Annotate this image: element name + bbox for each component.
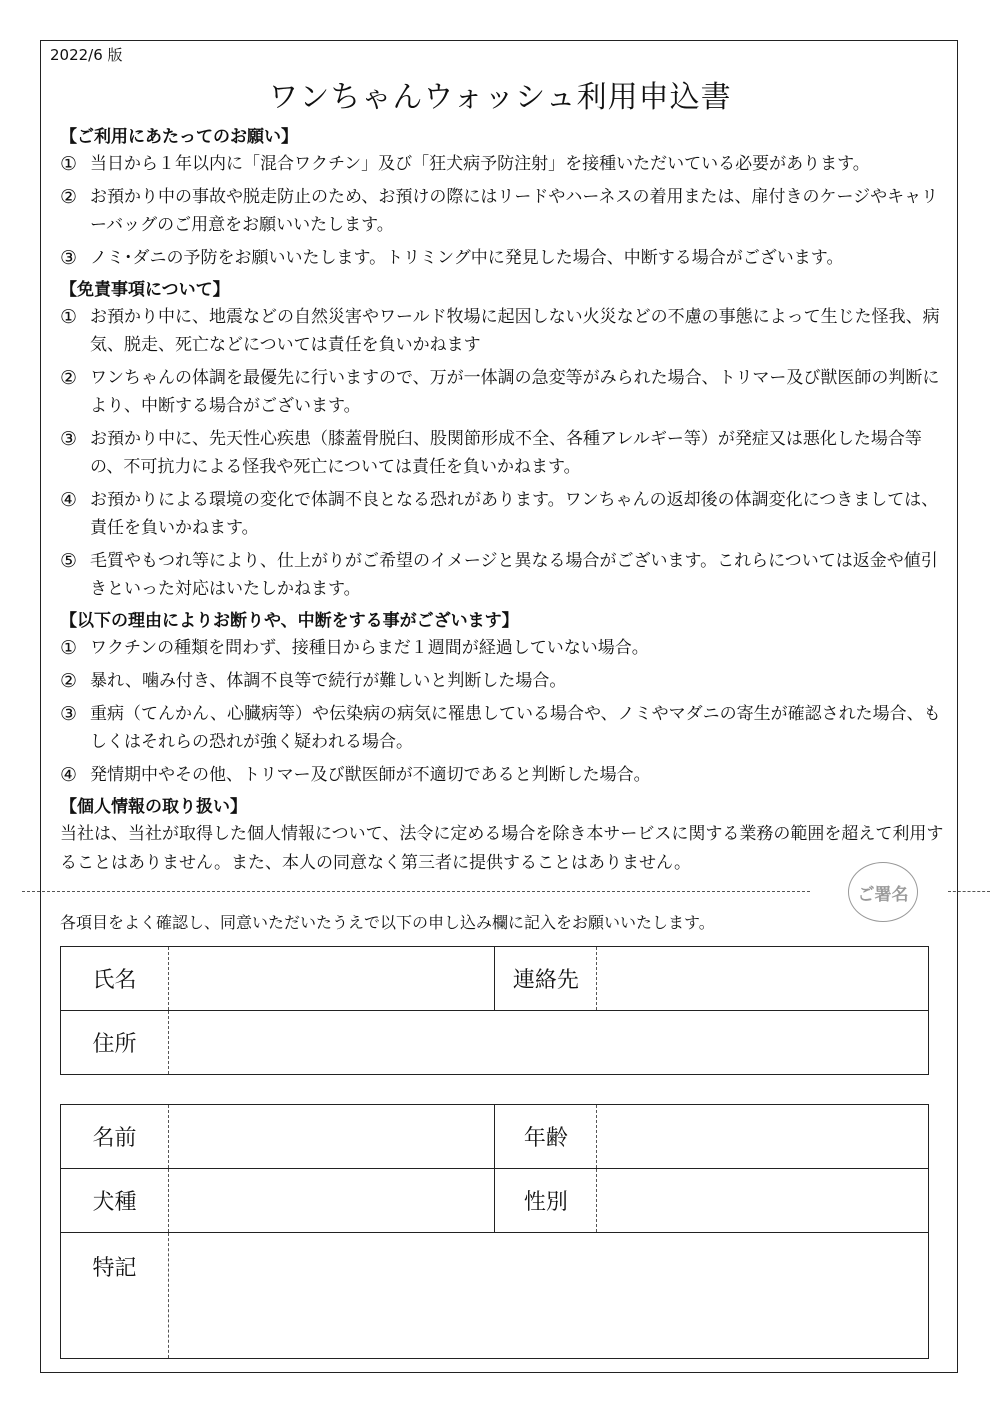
item-number: ③ (60, 428, 78, 450)
breed-field[interactable] (168, 1169, 495, 1233)
pet-form (60, 1104, 929, 1359)
address-field[interactable] (168, 1011, 928, 1075)
item-number: ② (60, 670, 78, 692)
section-heading: 【以下の理由によりお断りや、中断をする事がございます】 (60, 611, 519, 631)
notes-field[interactable] (168, 1233, 928, 1359)
contact-field[interactable] (597, 947, 929, 1011)
item-number: ③ (60, 703, 78, 725)
list-item (60, 547, 950, 603)
age-field[interactable] (597, 1105, 929, 1169)
owner-name-field[interactable] (168, 947, 495, 1011)
list-item (60, 364, 950, 420)
list-item (60, 667, 950, 695)
item-text: お預かりによる環境の変化で体調不良となる恐れがあります。ワンちゃんの返却後の体調変化につきましては、責任を負いかねます。 (90, 490, 939, 538)
item-text: 暴れ、噛み付き、体調不良等で続行が難しいと判断した場合。 (90, 671, 567, 691)
item-number: ④ (60, 764, 78, 786)
item-text: 毛質やもつれ等により、仕上がりがご希望のイメージと異なる場合がございます。これらについては返金や値引きといった対応はいたしかねます。 (90, 551, 938, 599)
list-item (60, 634, 950, 662)
form-instruction: 各項目をよく確認し、同意いただいたうえで以下の申し込み欄に記入をお願いいたします。 (60, 913, 715, 932)
contact-label: 連絡先 (495, 947, 597, 1011)
item-text: ワクチンの種類を問わず、接種日からまだ１週間が経過していない場合。 (90, 638, 649, 658)
signature-stamp: ご署名 (848, 862, 918, 922)
item-number: ⑤ (60, 550, 78, 572)
item-number: ② (60, 367, 78, 389)
breed-label: 犬種 (61, 1169, 169, 1233)
cut-line (22, 891, 810, 892)
item-number: ① (60, 637, 78, 659)
owner-name-label: 氏名 (61, 947, 169, 1011)
item-number: ② (60, 186, 78, 208)
item-text: 発情期中やその他、トリマー及び獣医師が不適切であると判断した場合。 (90, 765, 651, 785)
item-text: 重病（てんかん、心臓病等）や伝染病の病気に罹患している場合や、ノミやマダニの寄生が確認された場合、もしくはそれらの恐れが強く疑われる場合。 (90, 704, 941, 752)
list-item (60, 486, 950, 542)
list-item (60, 150, 950, 178)
section-heading: 【ご利用にあたってのお願い】 (60, 127, 298, 147)
item-text: お預かり中に、地震などの自然災害やワールド牧場に起因しない火災などの不慮の事態によって生じた怪我、病気、脱走、死亡などについては責任を負いかねます (90, 307, 940, 355)
section-disclaimer (60, 277, 950, 603)
section-heading: 【個人情報の取り扱い】 (60, 797, 247, 817)
list-item (60, 183, 950, 239)
pet-name-field[interactable] (168, 1105, 495, 1169)
version-label: 2022/6 版 (50, 46, 123, 64)
item-number: ④ (60, 489, 78, 511)
item-number: ① (60, 153, 78, 175)
item-text: ノミ･ダニの予防をお願いいたします。トリミング中に発見した場合、中断する場合がございます。 (90, 248, 844, 268)
list-item (60, 700, 950, 756)
pet-name-label: 名前 (61, 1105, 169, 1169)
owner-form (60, 946, 929, 1075)
notes-label: 特記 (61, 1233, 169, 1359)
section-heading: 【免責事項について】 (60, 280, 230, 300)
list-item (60, 761, 950, 789)
section-requests (60, 124, 950, 272)
list-item (60, 303, 950, 359)
sex-field[interactable] (597, 1169, 929, 1233)
item-number: ③ (60, 247, 78, 269)
item-text: お預かり中の事故や脱走防止のため、お預けの際にはリードやハーネスの着用または、扉付きのケージやキャリーバッグのご用意をお願いいたします。 (90, 187, 939, 235)
address-label: 住所 (61, 1011, 169, 1075)
privacy-text: 当社は、当社が取得した個人情報について、法令に定める場合を除き本サービスに関する業務の範囲を超えて利用することはありません。また、本人の同意なく第三者に提供することはありません。 (60, 824, 944, 873)
age-label: 年齢 (495, 1105, 597, 1169)
section-refusal (60, 608, 950, 789)
section-privacy (60, 794, 950, 878)
list-item (60, 244, 950, 272)
list-item (60, 425, 950, 481)
page-title: ワンちゃんウォッシュ利用申込書 (268, 80, 732, 115)
terms-content (60, 124, 950, 878)
item-text: 当日から１年以内に「混合ワクチン」及び「狂犬病予防注射」を接種いただいている必要があります。 (90, 154, 870, 174)
sex-label: 性別 (495, 1169, 597, 1233)
item-text: お預かり中に、先天性心疾患（膝蓋骨脱臼、股関節形成不全、各種アレルギー等）が発症又は悪化した場合等の、不可抗力による怪我や死亡については責任を負いかねます。 (90, 429, 922, 477)
item-text: ワンちゃんの体調を最優先に行いますので、万が一体調の急変等がみられた場合、トリマー及び獣医師の判断により、中断する場合がございます。 (90, 368, 940, 416)
item-number: ① (60, 306, 78, 328)
cut-line-right (948, 891, 990, 892)
